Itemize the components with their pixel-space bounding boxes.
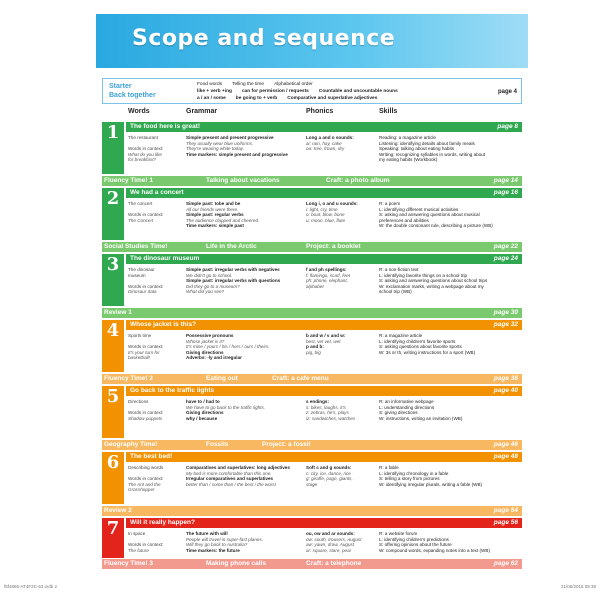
text-cell: L: identifying children's favorite sports (379, 338, 456, 344)
text-cell: Giving directions (186, 349, 224, 355)
text-cell: page 56 (493, 519, 518, 526)
unit-cell (186, 333, 306, 361)
text-cell: s endings: (306, 399, 329, 404)
text-cell: Alphabetical order (274, 82, 313, 87)
text-cell: The Ant and the (128, 481, 161, 487)
text-cell: Talking about vacations (206, 177, 280, 184)
text-cell: R: a magazine article (379, 333, 423, 338)
text-cell: Back together (109, 92, 156, 99)
text-cell: Directions (128, 399, 149, 404)
text-cell: iz: sandwiches, watches (306, 415, 356, 421)
text-cell: like + verb +ing (197, 89, 232, 94)
unit-cell (128, 201, 184, 223)
text-cell: oa: tree, frown, dry (306, 146, 345, 152)
text-cell: Shadow puppets (128, 415, 163, 421)
text-cell: preferences and abilities (379, 217, 429, 223)
text-cell: u: moon, blue, flute (306, 217, 346, 223)
review-1-band (102, 308, 522, 318)
text-cell: Words in context: (128, 146, 164, 152)
text-cell: Reading: a magazine article (379, 135, 436, 140)
text-cell: L: understanding directions (379, 404, 435, 410)
unit-cell (306, 465, 376, 487)
unit-cell (128, 135, 184, 163)
text-cell: Possessive pronouns (186, 333, 234, 338)
text-cell: All our friends were there. (186, 206, 239, 212)
text-cell: R: a poem (379, 201, 401, 206)
footer-file: f5f4866-AT4F2C-53.indb 2 (4, 584, 57, 589)
unit-title-bar (126, 320, 522, 330)
text-cell: Food words (197, 82, 223, 87)
text-cell: S: asking and answering questions about school trips (379, 278, 488, 284)
text-cell: L: identifying different musical activities (379, 206, 459, 212)
fluency-time-3-band (102, 559, 522, 569)
unit-title-bar (126, 188, 522, 198)
unit-cell (306, 399, 376, 421)
fluency-time-1-band (102, 176, 522, 186)
text-cell: Giving directions (186, 410, 224, 416)
text-cell: The Concert (128, 217, 154, 223)
text-cell: Will they go back to Australia? (186, 542, 248, 548)
text-cell: Time markers: simple present and progressive (186, 151, 288, 157)
text-cell: W: identifying irregular plurals, writing a fable (WB) (379, 481, 483, 487)
text-cell: basketball! (128, 355, 150, 361)
text-cell: for breakfast? (128, 157, 157, 163)
text-cell: Speaking: talking about eating habits (379, 146, 455, 152)
text-cell: Review 1 (104, 309, 132, 316)
text-cell: R: a fable (379, 465, 399, 470)
text-cell: page 14 (493, 177, 518, 184)
text-cell: Simple present and present progressive (186, 135, 274, 140)
starter-label (109, 82, 156, 100)
unit-cell (379, 201, 519, 229)
text-cell: 6 (102, 452, 124, 474)
text-cell: S: giving directions (379, 410, 418, 416)
text-cell: my eating habits (Workbook) (379, 157, 438, 163)
unit-2 (102, 188, 522, 240)
text-cell: p and b: (306, 344, 324, 350)
text-cell: can for permission / requests (241, 89, 309, 94)
unit-cell (379, 399, 519, 421)
text-cell: Fluency Time! 3 (104, 560, 154, 567)
unit-cell (128, 531, 184, 553)
unit-cell (126, 463, 522, 504)
text-cell: Fluency Time! 2 (104, 375, 154, 382)
text-cell: g: giraffe, page, giants, (306, 476, 353, 482)
unit-number: 1 (102, 122, 124, 144)
text-cell: stage (306, 481, 318, 487)
text-cell: Craft: a cafe menu (272, 375, 329, 382)
text-cell: R: a website forum (379, 531, 418, 536)
text-cell: z: zebras, he's, plays (306, 410, 349, 416)
text-cell: ou, ow and ar sounds: (306, 531, 355, 536)
text-cell: 2 (102, 188, 124, 210)
text-cell: Comparatives and superlatives: long adjectives (186, 465, 290, 470)
text-cell: Writing: recognizing syllables in words, writing about (379, 151, 486, 157)
text-cell: In space (128, 531, 146, 536)
text-cell: page 16 (493, 189, 518, 196)
text-cell: It's your turn for (128, 349, 160, 355)
text-cell: The future (128, 547, 149, 553)
page-title: Scope and sequence (132, 26, 396, 51)
text-cell: better than / some than / the best / the worst (186, 481, 276, 487)
text-cell: ar: square, stare, pear (306, 547, 352, 553)
unit-cell (379, 267, 519, 295)
text-cell: Simple past: tobe and be (186, 201, 241, 206)
text-cell: Sports time (128, 333, 152, 338)
text-cell: Go back to the traffic lights (130, 387, 215, 394)
unit-cell (306, 267, 376, 289)
text-cell: They're wearing white today. (186, 146, 244, 152)
unit-6 (102, 452, 522, 504)
text-cell: The restaurant (128, 135, 158, 140)
header-skills: Skills (379, 108, 398, 115)
text-cell: Social Studies Time! (104, 243, 168, 250)
text-cell: f and ph spellings: (306, 267, 347, 272)
unit-cell (306, 531, 376, 553)
unit-title-bar (126, 452, 522, 462)
text-cell: The future with will (186, 531, 228, 536)
text-cell: Did they go to a museum? (186, 283, 240, 289)
text-cell: Words in context: (128, 283, 164, 289)
text-cell: People will travel in super-fast planes. (186, 536, 264, 542)
scope-table (102, 74, 522, 570)
text-cell: Long a and o sounds: (306, 135, 354, 140)
text-cell: Whose jacket is this? (130, 321, 197, 328)
text-cell: We had a concert (130, 189, 184, 196)
text-cell: Simple past: irregular verbs with questions (186, 278, 281, 284)
unit-cell (306, 201, 376, 223)
text-cell: Making phone calls (206, 560, 266, 567)
unit-cell (379, 531, 519, 553)
column-headers (102, 108, 522, 120)
unit-cell (379, 135, 519, 163)
text-cell: Craft: a photo album (326, 177, 390, 184)
footer-date: 21/05/2015 09:38 (560, 584, 596, 589)
unit-title-bar (126, 122, 522, 132)
text-cell: W: 3s or th, writing instructions for a sport (WB) (379, 349, 476, 355)
text-cell: ow: south, trousers, August (306, 536, 362, 542)
unit-cell (126, 331, 522, 372)
text-cell: Soft c and g sounds: (306, 465, 352, 470)
text-cell: What do you like (128, 151, 162, 157)
unit-cell (128, 333, 184, 361)
text-cell: museum (128, 272, 146, 278)
text-cell: We have to go back to the traffic lights. (186, 404, 266, 410)
text-cell: Countable and uncountable nouns (318, 89, 398, 94)
text-cell: Adverbs: -ly and irregular (186, 355, 242, 361)
text-cell: be going to + verb (235, 96, 278, 101)
unit-cell (126, 529, 522, 558)
text-cell: S: offering opinions about the future (379, 542, 452, 548)
unit-cell (186, 531, 306, 553)
geography-band (102, 440, 522, 450)
text-cell: Grasshopper (128, 487, 155, 493)
unit-title-bar (126, 386, 522, 396)
text-cell: Craft: a telephone (306, 560, 362, 567)
unit-cell (186, 201, 306, 229)
text-cell: Simple past: irregular verbs with negatives (186, 267, 280, 272)
text-cell: a / an / some (197, 96, 226, 101)
text-cell: alphabet (306, 283, 324, 289)
text-cell: 3 (102, 254, 124, 276)
text-cell: page 38 (493, 375, 518, 382)
unit-cell (186, 465, 306, 487)
unit-cell (379, 333, 519, 355)
text-cell: It's mine / yours / his / hers / ours / theirs. (186, 344, 270, 350)
unit-cell (126, 265, 522, 306)
text-cell: Project: a fossil (262, 441, 311, 448)
text-cell: The food here is great! (130, 123, 201, 130)
text-cell: What did you see? (186, 289, 225, 295)
text-cell: Project: a booklet (306, 243, 361, 250)
title-banner (96, 14, 528, 68)
fluency-time-2-band (102, 374, 522, 384)
text-cell: 5 (102, 386, 124, 408)
text-cell: Life in the Arctic (206, 243, 257, 250)
text-cell: L: identifying chronology in a fable (379, 470, 449, 476)
text-cell: best, vet vet, wet (306, 338, 341, 344)
text-cell: Time markers: simple past (186, 223, 244, 229)
text-cell: ph: phone, elephant, (306, 278, 348, 284)
text-cell: S: asking and answering questions about musical (379, 212, 480, 218)
text-cell: W: exclamation marks, writing a webpage about my (379, 283, 484, 289)
text-cell: Describing words (128, 465, 164, 470)
text-cell: page 8 (497, 123, 518, 130)
text-cell: s: bikes, laughs, it's (306, 404, 346, 410)
text-cell: Words in context: (128, 212, 164, 218)
text-cell: page 48 (493, 453, 518, 460)
text-cell: R: a non-fiction text (379, 267, 419, 272)
header-words: Words (128, 108, 150, 115)
text-cell: pig, big (306, 349, 321, 355)
text-cell: page 32 (493, 321, 518, 328)
print-footer (4, 584, 596, 589)
unit-cell (126, 397, 522, 438)
text-cell: c: city, ice, dance, rice (306, 470, 351, 476)
header-grammar: Grammar (186, 108, 218, 115)
text-cell: We didn't go to school. (186, 272, 233, 278)
header-phonics: Phonics (306, 108, 334, 115)
text-cell: They usually wear blue uniforms. (186, 140, 254, 146)
text-cell: Words in context: (128, 344, 164, 350)
text-cell: ai: rain, hay, cake (306, 140, 342, 146)
text-cell: 7 (102, 518, 124, 540)
text-cell: S: telling a story from pictures (379, 476, 440, 482)
starter-section (102, 78, 522, 104)
text-cell: The dinosaur (128, 267, 155, 272)
text-cell: Eating out (206, 375, 238, 382)
text-cell: Comparative and superlative adjectives (287, 96, 378, 101)
unit-cell (306, 333, 376, 355)
text-cell: L: identifying children's predictions (379, 536, 449, 542)
starter-page: page 4 (497, 89, 517, 95)
unit-title-bar (126, 518, 522, 528)
text-cell: Starter (109, 83, 132, 90)
text-cell: school trip (WB) (379, 289, 412, 295)
unit-cell (128, 267, 184, 295)
text-cell: Review 2 (104, 507, 132, 514)
text-cell: My bed is more comfortable than this one. (186, 470, 272, 476)
text-cell: Telling the time (232, 82, 265, 87)
unit-cell (186, 135, 306, 157)
unit-1 (102, 122, 522, 174)
text-cell: Words in context: (128, 542, 164, 548)
text-cell: R: an informative webpage (379, 399, 434, 404)
text-cell: page 40 (493, 387, 518, 394)
text-cell: L: identifying favorite things on a school trip (379, 272, 468, 278)
text-cell: The audience clapped and cheered. (186, 217, 260, 223)
text-cell: The dinosaur museum (130, 255, 200, 262)
text-cell: b and w / v and w: (306, 333, 346, 338)
text-cell: page 24 (493, 255, 518, 262)
unit-cell (126, 199, 522, 240)
text-cell: Geography Time! (104, 441, 158, 448)
text-cell: page 54 (493, 507, 518, 514)
text-cell: W: the double consonant rule, describing a picture (WB) (379, 223, 493, 229)
text-cell: i: light, cry, time (306, 206, 338, 212)
unit-3 (102, 254, 522, 306)
unit-7 (102, 518, 522, 558)
unit-cell (379, 465, 519, 487)
text-cell: S: asking questions about favorite sports (379, 344, 462, 350)
text-cell: Fossils (206, 441, 229, 448)
text-cell: aw: yawn, draw, August (306, 542, 355, 548)
unit-cell (186, 267, 306, 295)
text-cell: W: compound words, expanding notes into a text (WB) (379, 547, 490, 553)
unit-cell (186, 399, 306, 421)
text-cell: page 22 (493, 243, 518, 250)
text-cell: Dinosaur data (128, 289, 157, 295)
text-cell: Whose jacket is it? (186, 338, 225, 344)
text-cell: Will it really happen? (130, 519, 195, 526)
text-cell: page 46 (493, 441, 518, 448)
text-cell: o: boat, blow, bone (306, 212, 345, 218)
text-cell: f: flamingo, scarf, feet (306, 272, 350, 278)
review-2-band (102, 506, 522, 516)
text-cell: The concert (128, 201, 153, 206)
starter-topics (197, 81, 497, 102)
unit-cell (128, 465, 184, 493)
text-cell: why / because (186, 415, 218, 421)
unit-cell (126, 133, 522, 174)
text-cell: page 62 (493, 560, 518, 567)
unit-5 (102, 386, 522, 438)
text-cell: W: instructions, writing an invitation (WB) (379, 415, 463, 421)
social-studies-band (102, 242, 522, 252)
text-cell: Fluency Time! 1 (104, 177, 154, 184)
text-cell: 4 (102, 320, 124, 342)
text-cell: Simple past: regular verbs (186, 212, 244, 218)
text-cell: page 30 (493, 309, 518, 316)
text-cell: Long i, o and u sounds: (306, 201, 358, 206)
text-cell: Listening: identifying details about family meals (379, 140, 475, 146)
text-cell: Irregular comparatives and superlatives (186, 476, 274, 482)
text-cell: have to / had to (186, 399, 220, 404)
unit-cell (128, 399, 184, 421)
text-cell: The best bed! (130, 453, 173, 460)
text-cell: Words in context: (128, 410, 164, 416)
unit-4 (102, 320, 522, 372)
text-cell: Time markers: the future (186, 547, 240, 553)
text-cell: Words in context: (128, 476, 164, 482)
unit-title-bar (126, 254, 522, 264)
unit-cell (306, 135, 376, 152)
